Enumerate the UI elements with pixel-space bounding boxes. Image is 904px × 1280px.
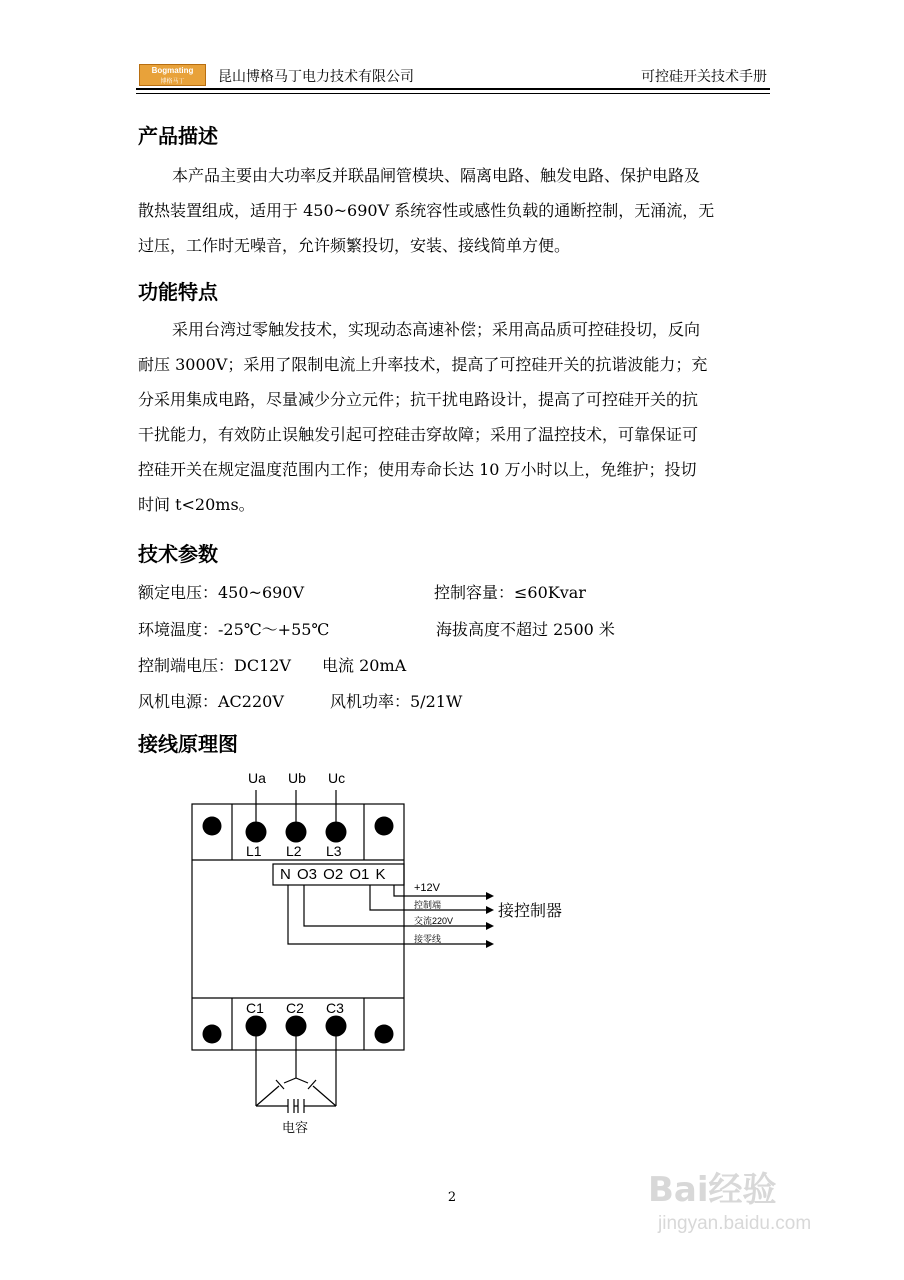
features-line: 干扰能力，有效防止误触发引起可控硅击穿故障；采用了温控技术，可靠保证可 <box>138 425 699 444</box>
wiring-diagram-lines <box>176 760 616 1150</box>
mount-screw <box>203 1025 222 1044</box>
watermark-logo: Bai经验 <box>648 1170 777 1210</box>
features-line: 采用台湾过零触发技术，实现动态高速补偿；采用高品质可控硅投切，反向 <box>172 320 701 339</box>
input-uc-label: Uc <box>328 770 346 786</box>
input-ua-label: Ua <box>248 770 266 786</box>
section-title-specs: 技术参数 <box>138 542 218 566</box>
spec-altitude: 海拔高度不超过 2500 米 <box>436 620 615 639</box>
signal-neutral-label: 接零线 <box>414 934 442 944</box>
capacitor-label: 电容 <box>282 1121 309 1136</box>
terminal-l3 <box>326 822 347 843</box>
input-ub-label: Ub <box>288 770 306 786</box>
watermark-url: jingyan.baidu.com <box>658 1213 812 1234</box>
mount-screw <box>375 1025 394 1044</box>
header-rule <box>136 88 770 94</box>
terminal-l2 <box>286 822 307 843</box>
company-name: 昆山博格马丁电力技术有限公司 <box>218 69 414 85</box>
company-logo <box>139 64 206 86</box>
spec-rated-voltage: 额定电压：450~690V <box>138 583 305 602</box>
terminal-c2 <box>286 1016 307 1037</box>
spec-ambient-temp: 环境温度：-25℃～+55℃ <box>138 620 330 639</box>
terminal-c3-label: C3 <box>326 1000 344 1016</box>
features-line: 时间 t<20ms。 <box>138 495 255 514</box>
logo-sub-text: 博格马丁 <box>160 79 185 85</box>
logo-brand-text: Bogmating <box>151 66 194 75</box>
terminal-c3 <box>326 1016 347 1037</box>
spec-fan-power-source: 风机电源：AC220V <box>138 692 284 711</box>
terminal-c2-label: C2 <box>286 1000 304 1016</box>
terminal-c1-label: C1 <box>246 1000 264 1016</box>
control-terminals-label: N O3 O2 O1 K <box>280 866 386 883</box>
terminal-l2-label: L2 <box>286 843 302 859</box>
terminal-c1 <box>246 1016 267 1037</box>
description-paragraph <box>138 158 772 263</box>
description-line: 过压，工作时无噪音，允许频繁投切，安装、接线简单方便。 <box>138 236 571 255</box>
features-line: 控硅开关在规定温度范围内工作；使用寿命长达 10 万小时以上，免维护；投切 <box>138 460 697 479</box>
spec-control-voltage: 控制端电压：DC12V <box>138 656 291 675</box>
controller-label: 接控制器 <box>498 901 563 920</box>
description-line: 散热装置组成，适用于 450~690V 系统容性或感性负载的通断控制，无涌流，无 <box>138 201 715 220</box>
signal-ac220-label: 交流220V <box>414 916 454 926</box>
features-paragraph <box>138 312 772 522</box>
description-line: 本产品主要由大功率反并联晶闸管模块、隔离电路、触发电路、保护电路及 <box>172 166 701 185</box>
page-number: 2 <box>447 1190 457 1205</box>
section-title-wiring: 接线原理图 <box>138 732 238 756</box>
spec-fan-power: 风机功率：5/21W <box>330 692 463 711</box>
section-title-description: 产品描述 <box>138 124 218 148</box>
terminal-l1 <box>246 822 267 843</box>
terminal-l1-label: L1 <box>246 843 262 859</box>
terminal-l3-label: L3 <box>326 843 342 859</box>
signal-control-label: 控制端 <box>414 900 442 910</box>
section-title-features: 功能特点 <box>138 280 218 304</box>
features-line: 耐压 3000V；采用了限制电流上升率技术，提高了可控硅开关的抗谐波能力；充 <box>138 355 708 374</box>
signal-12v-label: +12V <box>414 882 440 894</box>
spec-control-current: 电流 20mA <box>322 656 407 675</box>
mount-screw <box>203 817 222 836</box>
mount-screw <box>375 817 394 836</box>
features-line: 分采用集成电路，尽量减少分立元件；抗干扰电路设计，提高了可控硅开关的抗 <box>138 390 699 409</box>
wiring-diagram <box>176 760 616 1150</box>
spec-control-capacity: 控制容量：≤60Kvar <box>434 583 586 602</box>
manual-title: 可控硅开关技术手册 <box>641 69 767 85</box>
